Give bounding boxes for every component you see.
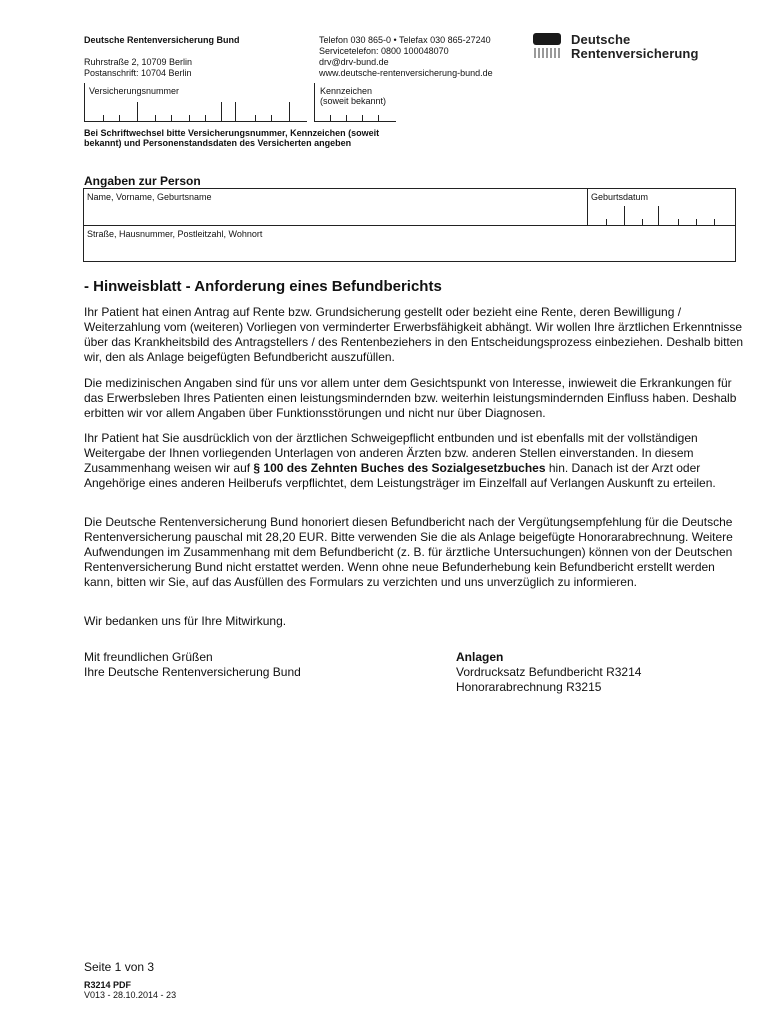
paragraph: Ihr Patient hat Sie ausdrücklich von der ärztlichen Schweigepflicht entbunden und ist ebenfalls mit der vollständigen Weitergabe der Ihnen vorliegenden Unterlagen von anderen Ärzten bzw. anderen Stellen einverstanden. In diesem Zusammenhang weisen wir auf § 100 des Zehnten Buches des Sozialgesetzbuches hin. Danach ist der Arzt oder Angehörige eines anderen Heilberufs verpflichtet, dem Leistungsträger im Einzelfall auf Verlangen Auskunft zu erteilen. [84,431,716,490]
address-line: Ruhrstraße 2, 10709 Berlin [84,57,193,67]
identifier-label: Kennzeichen (soweit bekannt) [320,86,387,106]
email-line: drv@drv-bund.de [319,57,389,67]
insurance-number-label: Versicherungsnummer [89,86,180,96]
dob-field-label: Geburtsdatum [591,192,649,202]
website-line: www.deutsche-rentenversicherung-bund.de [319,68,493,78]
document-title: - Hinweisblatt - Anforderung eines Befundberichts [84,278,442,295]
address-line: Postanschrift: 10704 Berlin [84,68,192,78]
address-field-label: Straße, Hausnummer, Postleitzahl, Wohnort [87,229,263,239]
paragraph: Wir bedanken uns für Ihre Mitwirkung. [84,614,287,628]
contact-info [319,35,493,79]
paragraph: Ihr Patient hat einen Antrag auf Rente bzw. Grundsicherung gestellt oder bezieht eine Rente, deren Bewilligung / Weiterzahlung vom (weiteren) Vorliegen von verminderter Erwerbsfähigkeit abhängt. Wir wollen Ihre ärztlichen Erkenntnisse über das Krankheitsbild des Antragstellers / des Rentenbeziehers in den Entscheidungsprozess einbeziehen. Deshalb bitten wir, den als Anlage beigefügten Befundbericht auszufüllen. [84,305,744,364]
closing: Mit freundlichen Grüßen Ihre Deutsche Rentenversicherung Bund [84,650,301,679]
person-section-heading: Angaben zur Person [84,174,201,188]
paragraph: Die Deutsche Rentenversicherung Bund honoriert diesen Befundbericht nach der Vergütungsempfehlung für die Deutsche Rentenversicherung pauschal mit 28,20 EUR. Bitte verwenden Sie die als Anlage beigefügte Honorarabrechnung. Weitere Aufwendungen im Zusammenhang mit dem Befundbericht (z. B. für ärztliche Untersuchungen) können von der Deutschen Rentenversicherung Bund nicht erstattet werden. Wenn ohne neue Befunderhebung kein Befundbericht erstellt werden kann, bitten wir Sie, auf das Ausfüllen des Formulars zu verzichten und uns unverzüglich zu informieren. [84,515,733,589]
table-divider [83,225,736,226]
dob-field[interactable] [588,206,736,225]
enclosure-item: Vordrucksatz Befundbericht R3214 [456,665,642,679]
paragraph: Die medizinischen Angaben sind für uns vor allem unter dem Gesichtspunkt von Interesse, inwieweit die Erkrankungen für das Erwerbsleben Ihres Patienten einen leistungsmindernden bzw. weiterhin leistungsmindernden Einfluss haben. Deshalb erbitten wir vor allem Angaben über Funktionsstörungen und nicht nur über Diagnosen. [84,376,737,420]
drv-logo [533,33,718,63]
postal-address [84,57,192,79]
service-phone-line: Servicetelefon: 0800 100048070 [319,46,449,56]
name-field-label: Name, Vorname, Geburtsname [87,192,212,202]
enclosures-heading: Anlagen [456,650,504,664]
legal-reference: § 100 des Zehnten Buches des Sozialgesetzbuches [253,461,546,475]
enclosures [456,650,641,695]
form-identifier: R3214 PDF V013 - 28.10.2014 - 23 [84,980,177,1000]
page-number: Seite 1 von 3 [84,960,155,974]
phone-line: Telefon 030 865-0 • Telefax 030 865-27240 [319,35,491,45]
drv-logo-icon [533,33,563,61]
organization-name: Deutsche Rentenversicherung Bund [84,35,240,45]
enclosure-item: Honorarabrechnung R3215 [456,680,602,694]
correspondence-note: Bei Schriftwechsel bitte Versicherungsnummer, Kennzeichen (soweit bekannt) und Personenstandsdaten des Versicherten angeben [84,128,380,148]
logo-wordmark: Deutsche Rentenversicherung [571,32,699,61]
